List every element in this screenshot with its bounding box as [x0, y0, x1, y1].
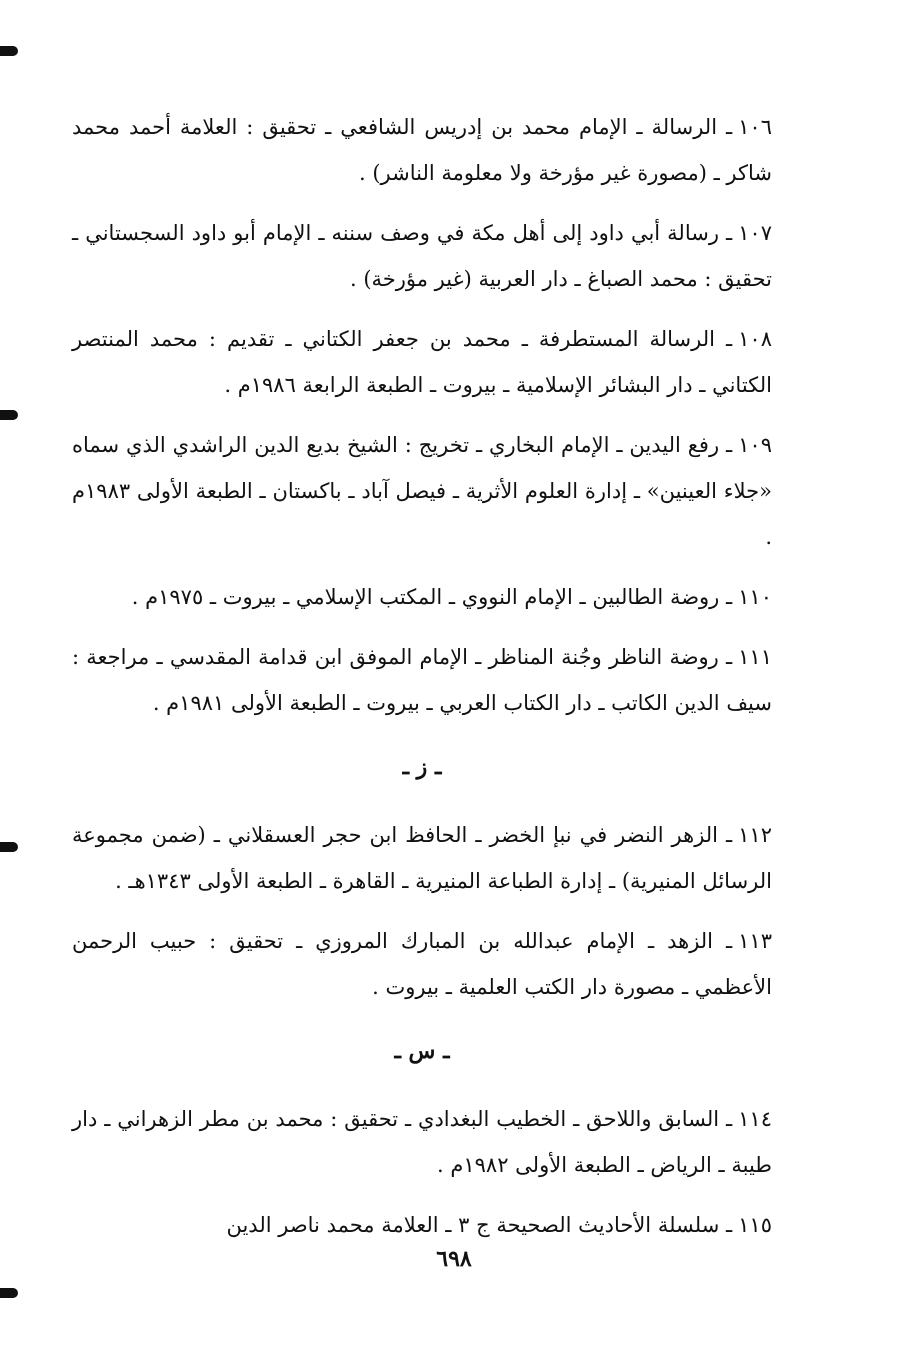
bibliography-entry-107	[72, 210, 772, 302]
page-number: ٦٩٨	[436, 1246, 472, 1272]
bibliography-entry-112	[72, 812, 772, 904]
entry-number: ١٠٧	[738, 221, 772, 245]
section-heading-sin: ـ س ـ	[394, 1038, 450, 1064]
entry-number: ١٠٦	[738, 115, 772, 139]
entry-number: ١١٠	[738, 585, 772, 609]
entry-number: ١١٢	[738, 823, 772, 847]
scan-edge-mark	[0, 410, 18, 420]
entry-number: ١٠٨	[738, 327, 772, 351]
entry-text: ـ رفع اليدين ـ الإمام البخاري ـ تخريج : الشيخ بديع الدين الراشدي الذي سماه «جلاء العينين» ـ إدارة العلوم الأثرية ـ فيصل آباد ـ باكستان ـ الطبعة الأولى ١٩٨٣م .	[72, 433, 772, 549]
section-heading-zay: ـ ز ـ	[402, 754, 442, 780]
bibliography-entry-110	[72, 574, 772, 620]
entry-number: ١١١	[738, 645, 772, 669]
bibliography-entry-113	[72, 918, 772, 1010]
bibliography-entry-106	[72, 104, 772, 196]
bibliography-entry-108	[72, 316, 772, 408]
scan-edge-mark	[0, 842, 18, 852]
entry-text: ـ السابق واللاحق ـ الخطيب البغدادي ـ تحقيق : محمد بن مطر الزهراني ـ دار طيبة ـ الرياض ـ الطبعة الأولى ١٩٨٢م .	[72, 1107, 772, 1177]
entry-text: ـ روضة الناظر وجُنة المناظر ـ الإمام الموفق ابن قدامة المقدسي ـ مراجعة : سيف الدين الكاتب ـ دار الكتاب العربي ـ بيروت ـ الطبعة الأولى ١٩٨١م .	[72, 645, 772, 715]
entry-text: ـ الزهد ـ الإمام عبدالله بن المبارك المروزي ـ تحقيق : حبيب الرحمن الأعظمي ـ مصورة دار الكتب العلمية ـ بيروت .	[72, 929, 772, 999]
bibliography-entry-114	[72, 1096, 772, 1188]
bibliography-entry-109	[72, 422, 772, 560]
scan-edge-mark	[0, 46, 18, 56]
entry-text: ـ الرسالة المستطرفة ـ محمد بن جعفر الكتاني ـ تقديم : محمد المنتصر الكتاني ـ دار البشائر الإسلامية ـ بيروت ـ الطبعة الرابعة ١٩٨٦م .	[72, 327, 772, 397]
scan-edge-mark	[0, 1288, 18, 1298]
entry-number: ١١٤	[738, 1107, 772, 1131]
entry-text: ـ الرسالة ـ الإمام محمد بن إدريس الشافعي ـ تحقيق : العلامة أحمد محمد شاكر ـ (مصورة غير مؤرخة ولا معلومة الناشر) .	[72, 115, 772, 185]
entry-text: ـ روضة الطالبين ـ الإمام النووي ـ المكتب الإسلامي ـ بيروت ـ ١٩٧٥م .	[131, 585, 733, 609]
entry-text: ـ سلسلة الأحاديث الصحيحة ج ٣ ـ العلامة محمد ناصر الدين	[226, 1213, 733, 1237]
entry-number: ١١٣	[738, 929, 772, 953]
bibliography-list	[72, 104, 772, 1262]
entry-number: ١٠٩	[738, 433, 772, 457]
bibliography-entry-115	[72, 1202, 772, 1248]
entry-text: ـ الزهر النضر في نبإ الخضر ـ الحافظ ابن حجر العسقلاني ـ (ضمن مجموعة الرسائل المنيرية) ـ إدارة الطباعة المنيرية ـ القاهرة ـ الطبعة الأولى ١٣٤٣هـ .	[72, 823, 772, 893]
bibliography-entry-111	[72, 634, 772, 726]
entry-number: ١١٥	[738, 1213, 772, 1237]
entry-text: ـ رسالة أبي داود إلى أهل مكة في وصف سننه ـ الإمام أبو داود السجستاني ـ تحقيق : محمد الصباغ ـ دار العربية (غير مؤرخة) .	[72, 221, 772, 291]
